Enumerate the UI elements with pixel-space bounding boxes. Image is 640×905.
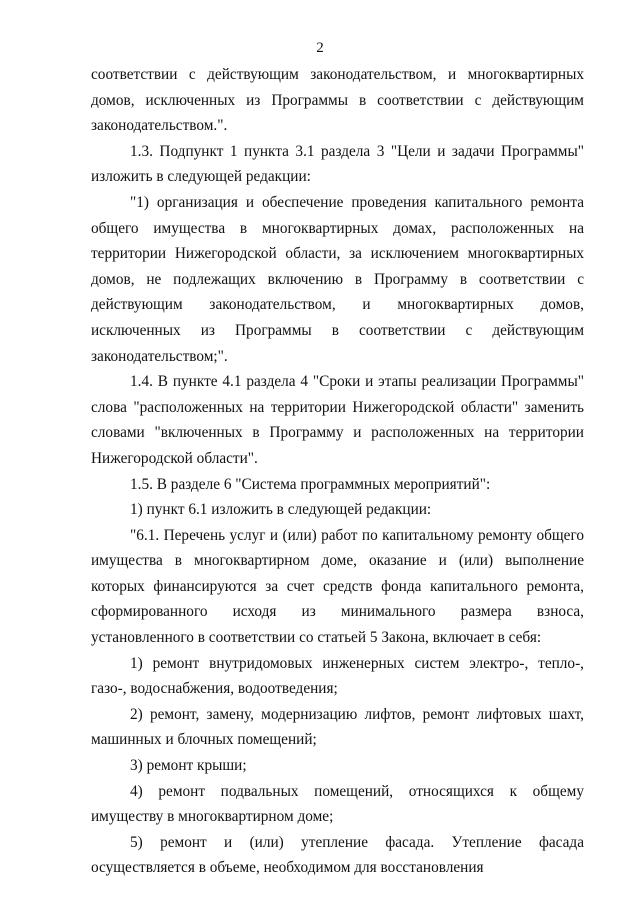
list-item-4: 4) ремонт подвальных помещений, относящихся к общему имуществу в многоквартирном доме; bbox=[91, 782, 584, 826]
paragraph-1-3: 1.3. Подпункт 1 пункта 3.1 раздела 3 "Цели и задачи Программы" изложить в следующей редакции: bbox=[91, 142, 584, 186]
paragraph-1-4: 1.4. В пункте 4.1 раздела 4 "Сроки и этапы реализации Программы" слова "расположенных на территории Нижегородской области" заменить словами "включенных в Программу и расположенных на территории Нижегородской области". bbox=[91, 373, 584, 467]
page-number: 2 bbox=[316, 40, 324, 56]
paragraph-item-1: 1) пункт 6.1 изложить в следующей редакции: bbox=[130, 501, 432, 519]
paragraph-6-1: "6.1. Перечень услуг и (или) работ по капитальному ремонту общего имущества в многоквартирном доме, оказание и (или) выполнение которых финансируются за счет средств фонда капитального ремонта, сформированного исходя из минимального размера взноса, установленного в соответствии со статьей 5 Закона, включает в себя: bbox=[91, 526, 584, 647]
list-item-3: 3) ремонт крыши; bbox=[130, 757, 247, 775]
paragraph-continuation: соответствии с действующим законодательством, и многоквартирных домов, исключенных из Программы в соответствии с действующим законодательством.". bbox=[91, 66, 584, 135]
paragraph-quoted-subitem-1: "1) организация и обеспечение проведения капитального ремонта общего имущества в многоквартирных домах, расположенных на территории Нижегородской области, за исключением многоквартирных домов, не подлежащих включению в Программу в соответствии с действующим законодательством, и многоквартирных домов, исключенных из Программы в соответствии с действующим законодательством;". bbox=[91, 193, 584, 365]
list-item-5: 5) ремонт и (или) утепление фасада. Утепление фасада осуществляется в объеме, необходимом для восстановления bbox=[91, 833, 584, 877]
paragraph-1-5: 1.5. В разделе 6 "Система программных мероприятий": bbox=[130, 475, 491, 493]
list-item-2: 2) ремонт, замену, модернизацию лифтов, ремонт лифтовых шахт, машинных и блочных помещений; bbox=[91, 705, 584, 749]
document-body bbox=[91, 62, 584, 881]
list-item-1: 1) ремонт внутридомовых инженерных систем электро-, тепло-, газо-, водоснабжения, водоотведения; bbox=[91, 654, 584, 698]
